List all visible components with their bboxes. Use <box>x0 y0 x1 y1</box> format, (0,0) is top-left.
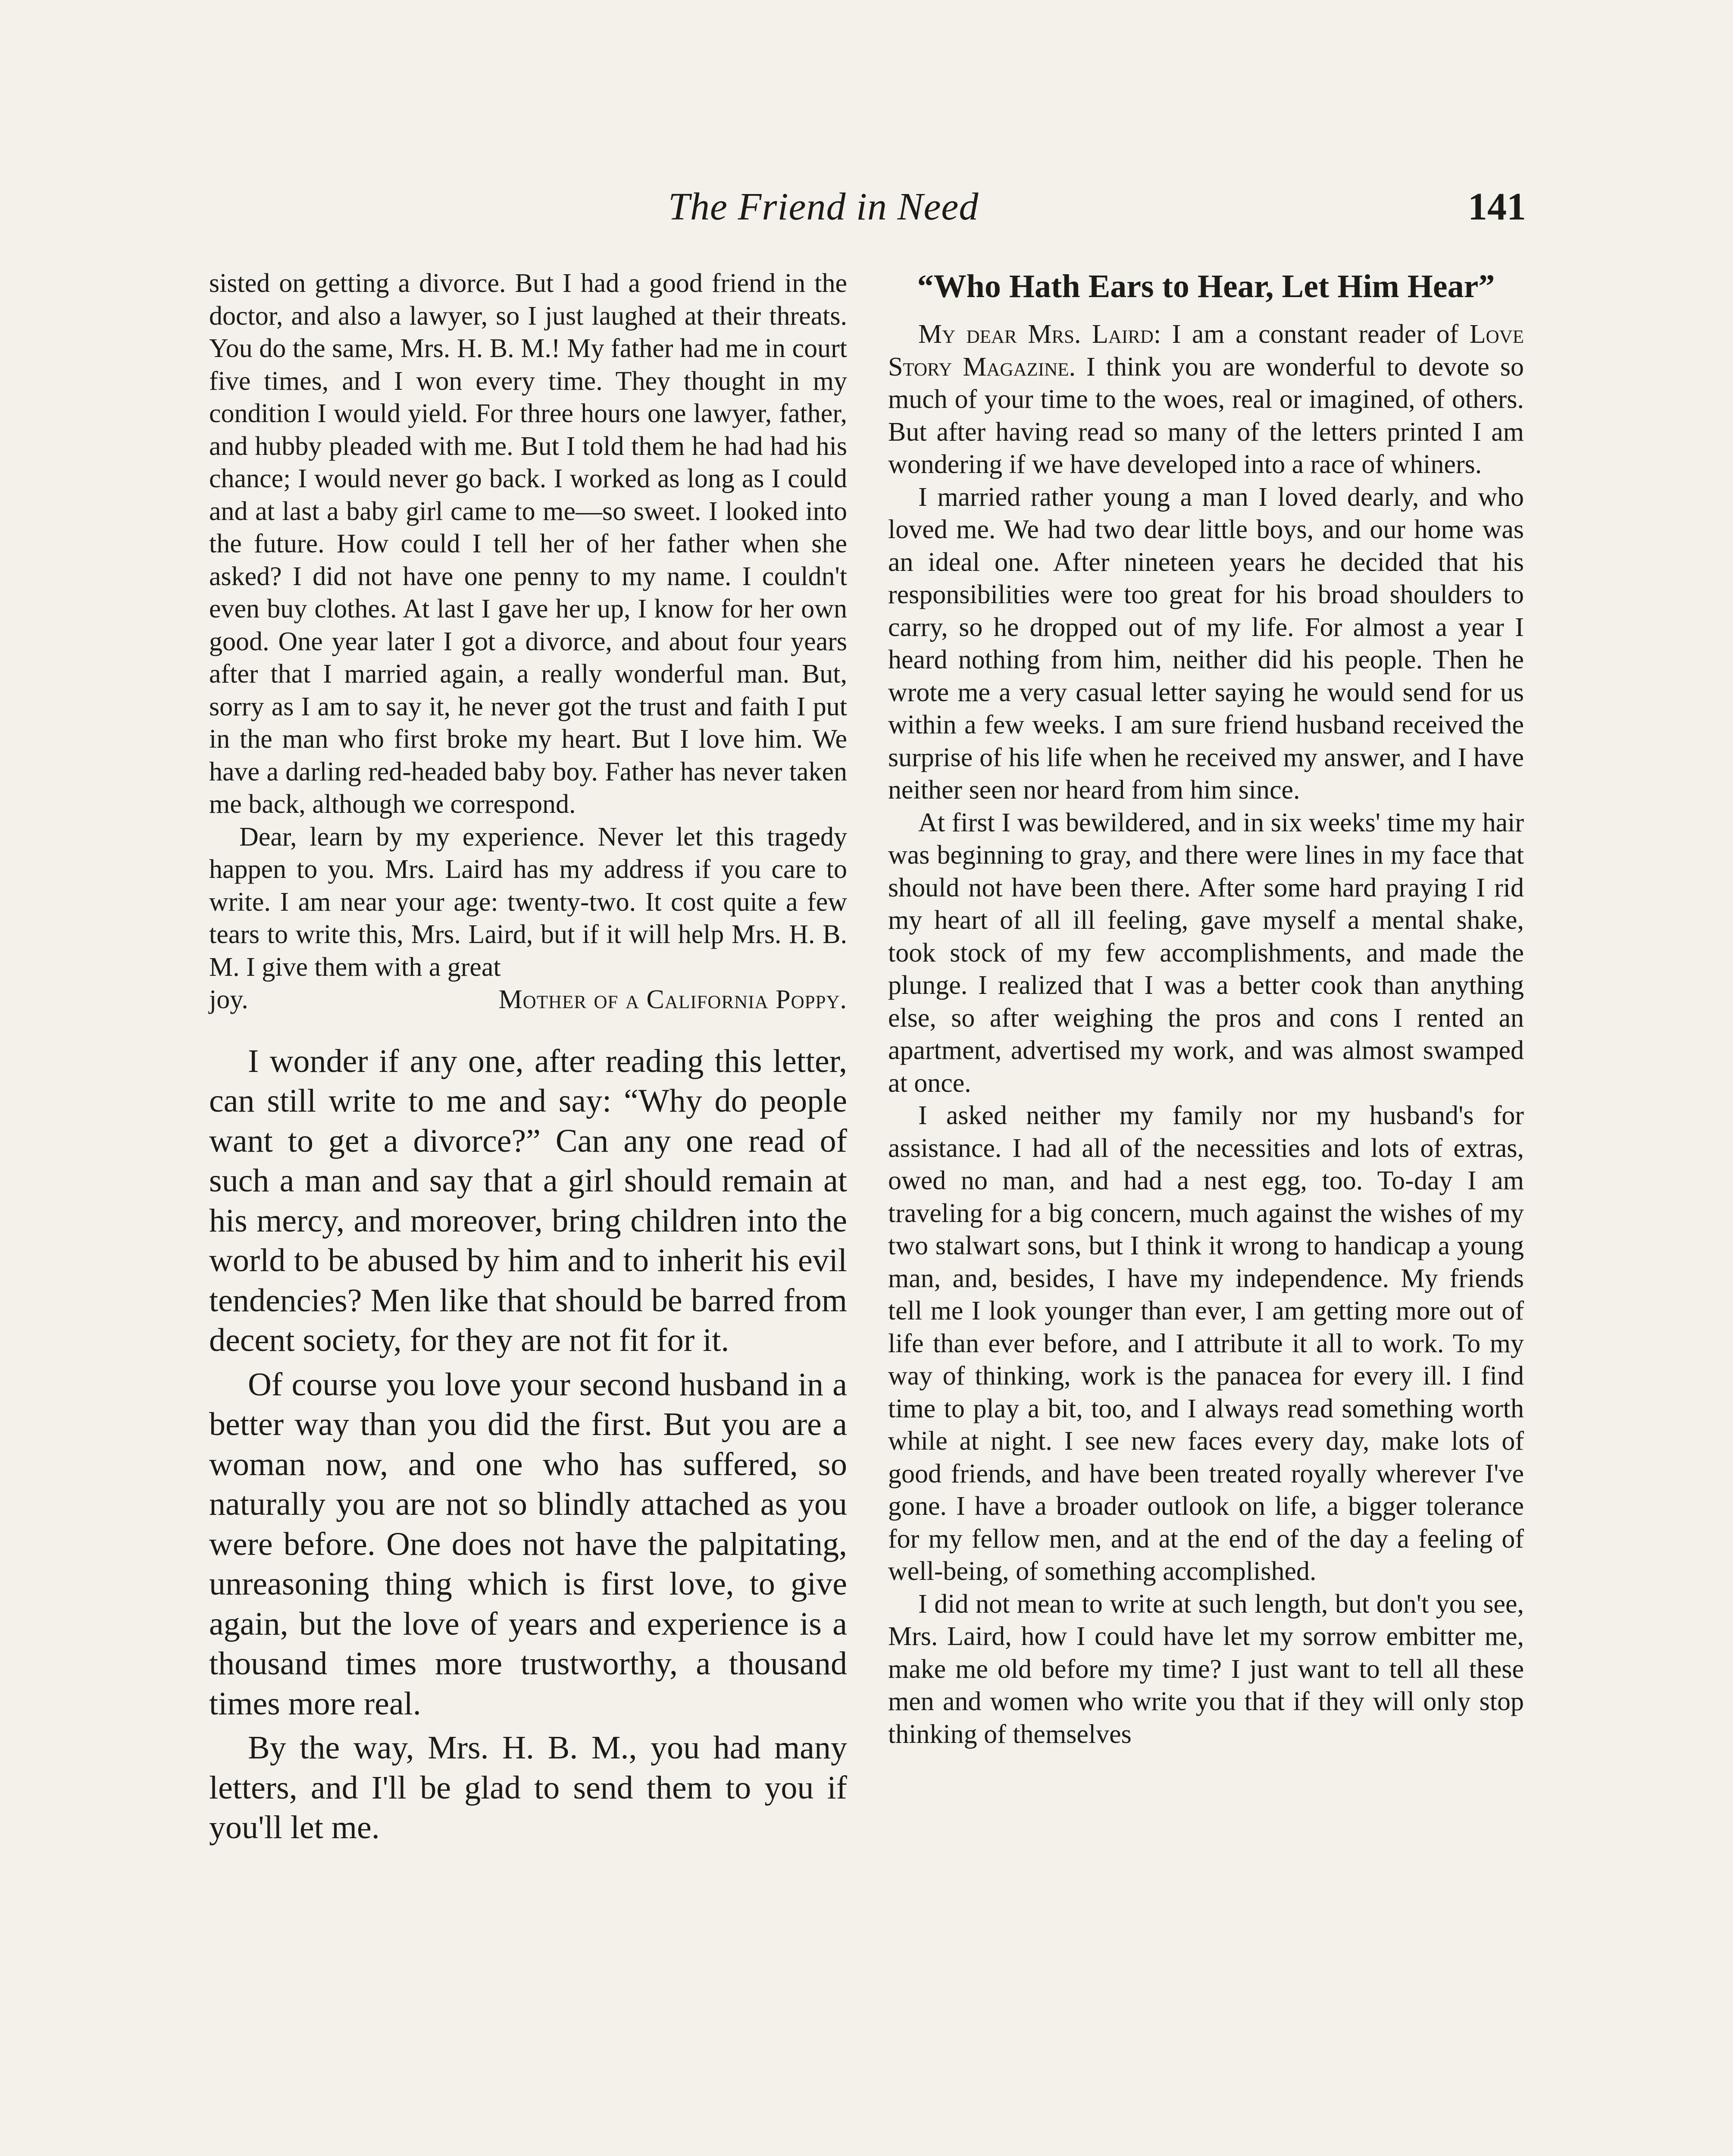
letter-paragraph: Dear, learn by my experience. Never let this tragedy happen to you. Mrs. Laird has my address if you care to write. I am near your age: twenty-two. It cost quite a few tears to write this, Mrs. Laird, but if it will help Mrs. H. B. M. I give them with a great <box>209 822 847 982</box>
editor-reply <box>209 1041 847 1848</box>
letter-paragraph: I married rather young a man I loved dearly, and who loved me. We had two dear little boys, and our home was an ideal one. After nineteen years he decided that his responsibilities were too great for his broad shoulders to carry, so he dropped out of my life. For almost a year I heard nothing from him, neither did his people. Then he wrote me a very casual letter saying he would send for us within a few weeks. I am sure friend husband received the surprise of his life when he received my answer, and I have neither seen nor heard from him since. <box>888 482 1524 805</box>
letter-paragraph: I did not mean to write at such length, but don't you see, Mrs. Laird, how I could have let my sorrow embitter me, make me old before my time? I just want to tell all these men and women who write you that if they will only stop thinking of themselves <box>888 1589 1524 1749</box>
right-column <box>888 267 1524 1751</box>
magazine-name: Love Story Magazine. <box>888 320 1524 382</box>
salutation: My dear Mrs. Laird: <box>918 320 1161 349</box>
running-head <box>207 181 1526 233</box>
reader-letter-two <box>888 318 1524 1751</box>
running-title: The Friend in Need <box>668 185 979 228</box>
letter-paragraph <box>888 318 1524 481</box>
letter-paragraph: At first I was bewildered, and in six weeks' time my hair was beginning to gray, and there were lines in my face that should not have been there. After some hard praying I rid my heart of all ill feeling, gave myself a mental shake, took stock of my few accomplishments, and made the plunge. I realized that I was a better cook than anything else, so after weighing the pros and cons I rented an apartment, advertised my work, and was almost swamped at once. <box>888 808 1524 1098</box>
page-number: 141 <box>1468 185 1526 228</box>
first-paragraph-b: I think you are wonderful to devote so much of your time to the woes, real or imagined, of others. But after having read so many of the letters printed I am wondering if we have developed into a race of whiners. <box>888 352 1524 479</box>
reply-paragraph: I wonder if any one, after reading this letter, can still write to me and say: “Why do people want to get a divorce?” Can any one read of such a man and say that a girl should remain at his mercy, and moreover, bring children into the world to be abused by him and to inherit his evil tendencies? Men like that should be barred from decent society, for they are not fit for it. <box>209 1043 847 1358</box>
letter-signature: Mother of a California Poppy. <box>498 985 847 1014</box>
first-paragraph-a: I am a constant reader of <box>1172 320 1459 349</box>
closing-word: joy. <box>209 985 248 1014</box>
reader-letter <box>209 267 847 1016</box>
letter-heading: “Who Hath Ears to Hear, Let Him Hear” <box>917 268 1495 304</box>
letter-paragraph: I asked neither my family nor my husband's for assistance. I had all of the necessities and lots of extras, owed no man, and had a nest egg, too. To-day I am traveling for a big concern, much against the wishes of my two stalwart sons, but I think it wrong to handicap a young man, and, besides, I have my independence. My friends tell me I look younger than ever, I am getting more out of life than ever before, and I attribute it all to work. To my way of thinking, work is the panacea for every ill. I find time to play a bit, too, and I always read something worth while at night. I see new faces every day, make lots of good friends, and have been treated royally wherever I've gone. I have a broader outlook on life, a bigger tolerance for my fellow men, and at the end of the day a feeling of well-being, of something accomplished. <box>888 1101 1524 1586</box>
left-column <box>209 267 847 1848</box>
signature-line <box>209 984 847 1016</box>
letter-paragraph: sisted on getting a divorce. But I had a good friend in the doctor, and also a lawyer, so I just laughed at their threats. You do the same, Mrs. H. B. M.! My father had me in court five times, and I won every time. They thought in my condition I would yield. For three hours one lawyer, father, and hubby pleaded with me. But I told them he had had his chance; I would never go back. I worked as long as I could and at last a baby girl came to me—so sweet. I looked into the future. How could I tell her of her father when she asked? I did not have one penny to my name. I couldn't even buy clothes. At last I gave her up, I know for her own good. One year later I got a divorce, and about four years after that I married again, a really wonderful man. But, sorry as I am to say it, he never got the trust and faith I put in the man who first broke my heart. But I love him. We have a darling red-headed baby boy. Father has never taken me back, although we correspond. <box>209 269 847 819</box>
reply-paragraph: By the way, Mrs. H. B. M., you had many letters, and I'll be glad to send them to you if you'll let me. <box>209 1730 847 1846</box>
reply-paragraph: Of course you love your second husband in a better way than you did the first. But you are a woman now, and one who has suffered, so naturally you are not so blindly attached as you were before. One does not have the palpitating, unreasoning thing which is first love, to give again, but the love of years and experience is a thousand times more trustworthy, a thousand times more real. <box>209 1366 847 1722</box>
